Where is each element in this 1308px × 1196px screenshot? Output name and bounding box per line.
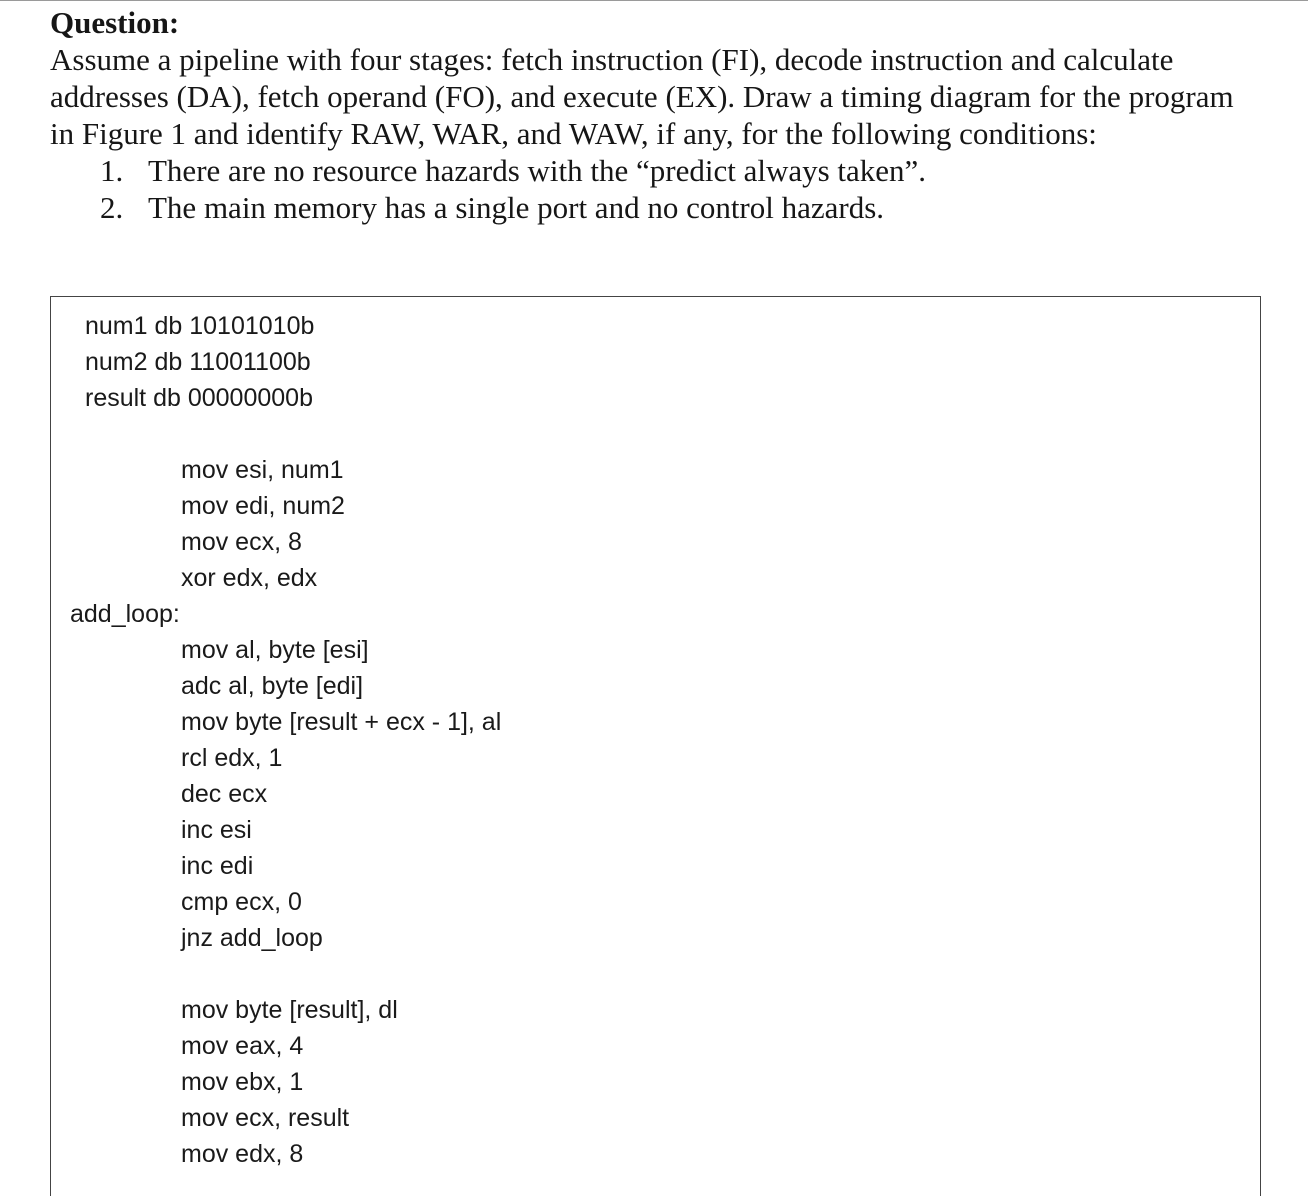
code-line-instruction: adc al, byte [edi] xyxy=(181,672,364,700)
question-line-3: in Figure 1 and identify RAW, WAR, and WAW, if any, for the following conditions: xyxy=(50,116,1097,151)
code-line-instruction: rcl edx, 1 xyxy=(181,744,283,772)
code-line-instruction: mov byte [result + ecx - 1], al xyxy=(181,708,502,736)
condition-item xyxy=(50,189,1270,226)
code-line-instruction: mov ecx, result xyxy=(181,1104,350,1132)
condition-number: 2. xyxy=(100,190,124,225)
code-line-instruction: dec ecx xyxy=(181,780,268,808)
condition-number: 1. xyxy=(100,153,124,188)
code-line-data: result db 00000000b xyxy=(85,384,313,412)
top-divider xyxy=(0,0,1308,1)
conditions-list xyxy=(50,152,1270,226)
question-line-1: Assume a pipeline with four stages: fetch instruction (FI), decode instruction and calculate xyxy=(50,42,1174,77)
condition-item xyxy=(50,152,1270,189)
code-line-instruction: mov esi, num1 xyxy=(181,456,344,484)
code-line-instruction: mov edi, num2 xyxy=(181,492,345,520)
code-line-instruction: mov edx, 8 xyxy=(181,1140,304,1168)
code-line-instruction: mov eax, 4 xyxy=(181,1032,304,1060)
code-line-instruction: inc edi xyxy=(181,852,254,880)
code-line-instruction: mov ecx, 8 xyxy=(181,528,302,556)
question-block xyxy=(50,4,1270,226)
code-line-instruction: cmp ecx, 0 xyxy=(181,888,302,916)
code-line-instruction: mov ebx, 1 xyxy=(181,1068,304,1096)
condition-text: The main memory has a single port and no control hazards. xyxy=(148,190,885,225)
code-figure-box xyxy=(50,296,1261,1196)
code-line-instruction: mov byte [result], dl xyxy=(181,996,398,1024)
code-line-instruction: jnz add_loop xyxy=(181,924,323,952)
code-line-instruction: xor edx, edx xyxy=(181,564,318,592)
code-line-instruction: inc esi xyxy=(181,816,252,844)
code-line-data: num1 db 10101010b xyxy=(85,312,315,340)
question-title: Question: xyxy=(50,5,180,40)
code-line-data: num2 db 11001100b xyxy=(85,348,311,376)
code-line-label: add_loop: xyxy=(70,600,180,628)
condition-text: There are no resource hazards with the “predict always taken”. xyxy=(148,153,927,188)
question-line-2: addresses (DA), fetch operand (FO), and execute (EX). Draw a timing diagram for the program xyxy=(50,79,1234,114)
code-line-instruction: mov al, byte [esi] xyxy=(181,636,369,664)
